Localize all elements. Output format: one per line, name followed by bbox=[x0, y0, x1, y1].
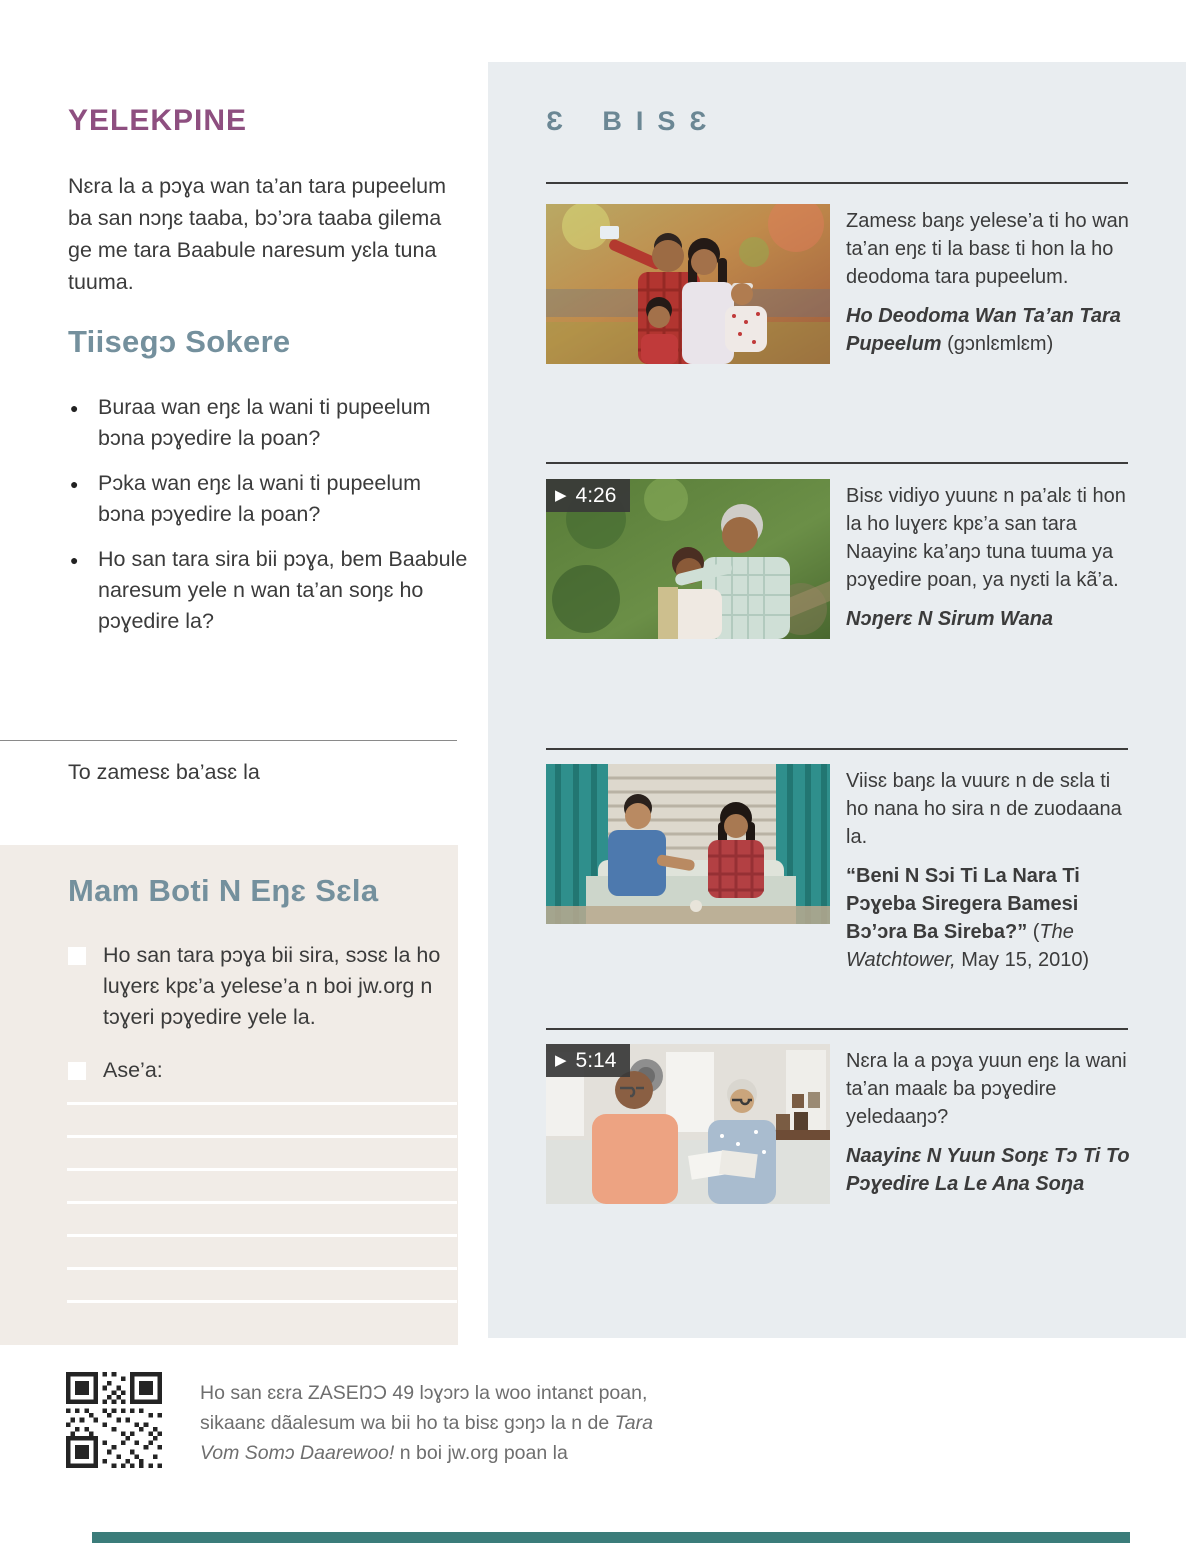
item-description: Zamesɛ baŋɛ yelese’a ti ho wan ta’an eŋɛ ti la basɛ ti hon la ho deodoma tara pupeelum. bbox=[846, 210, 1129, 288]
goal-text: Ase’a: bbox=[103, 1058, 163, 1082]
bise-item bbox=[546, 479, 1146, 639]
bise-title: Ɛ BISƐ bbox=[546, 106, 721, 136]
photo-couple-talking bbox=[546, 764, 830, 924]
footer-accent-bar bbox=[92, 1532, 1130, 1543]
family-selfie-illustration bbox=[546, 204, 830, 364]
page-title: YELEKPINE bbox=[68, 104, 248, 137]
questions-list bbox=[68, 392, 468, 651]
item-description: Bisɛ vidiyo yuunɛ n pa’alɛ ti hon la ho luɣerɛ kpɛ’a san tara Naayinɛ ka’aŋɔ tuna tuuma ya pɔɣedire poan, ya nyɛti la kã’a. bbox=[846, 485, 1126, 591]
reference-title: Naayinɛ N Yuun Soŋɛ Tɔ Ti To Pɔɣedire La Le Ana Soŋa bbox=[846, 1145, 1130, 1195]
divider bbox=[546, 1028, 1128, 1030]
item-description: Viisɛ baŋɛ la vuurɛ n de sɛla ti ho nana ho sira n de zuodaana la. bbox=[846, 770, 1122, 848]
item-caption bbox=[846, 764, 1130, 974]
item-caption bbox=[846, 1044, 1130, 1204]
reference-source: The Watchtower, bbox=[846, 921, 1074, 971]
qr-caption-text: Ho san ɛɛra ZASEŊƆ 49 lɔɣɔrɔ la woo intanɛt poan, sikaanɛ dãalesum wa bii ho ta bisɛ gɔŋɔ la n de bbox=[200, 1382, 648, 1434]
item-caption bbox=[846, 479, 1130, 639]
question-item: ● Pɔka wan eŋɛ la wani ti pupeelum bɔna pɔɣedire la poan? bbox=[68, 468, 468, 530]
video-duration-badge bbox=[546, 479, 630, 512]
video-duration: 4:26 bbox=[575, 484, 617, 507]
footer bbox=[66, 1372, 675, 1468]
reference-open: ( bbox=[1027, 921, 1040, 943]
writing-line bbox=[67, 1234, 457, 1237]
writing-line bbox=[67, 1102, 457, 1105]
reference-title: “Beni N Sɔi Ti La Nara Ti Pɔɣeba Siregera Bamesi Bɔ’ɔra Ba Sireba?” bbox=[846, 865, 1080, 943]
reference-suffix: (gɔnlɛmlɛm) bbox=[941, 333, 1054, 355]
goal-item bbox=[68, 1055, 448, 1086]
writing-line bbox=[67, 1201, 457, 1204]
item-reference bbox=[846, 862, 1130, 974]
writing-line bbox=[67, 1300, 457, 1303]
divider bbox=[546, 462, 1128, 464]
intro-paragraph: Nɛra la a pɔɣa wan ta’an tara pupeelum ba san nɔŋɛ taaba, bɔ’ɔra taaba gilema ge me tara Baabule naresum yɛla tuna tuuma. bbox=[68, 174, 446, 294]
reference-suffix: May 15, 2010) bbox=[955, 949, 1090, 971]
checkbox-icon[interactable] bbox=[68, 1062, 86, 1080]
item-reference bbox=[846, 1142, 1130, 1198]
writing-line bbox=[67, 1135, 457, 1138]
bise-item bbox=[546, 204, 1146, 364]
bise-item bbox=[546, 764, 1146, 974]
item-description: Nɛra la a pɔɣa yuun eŋɛ la wani ta’an maalɛ ba pɔɣedire yeledaaŋɔ? bbox=[846, 1050, 1127, 1128]
video-duration-badge bbox=[546, 1044, 630, 1077]
question-item: ● Ho san tara sira bii pɔɣa, bem Baabule naresum yele n wan ta’an soŋɛ ho pɔɣedire la? bbox=[68, 544, 468, 637]
bise-panel bbox=[488, 62, 1186, 1338]
goal-item bbox=[68, 940, 448, 1033]
qr-code-icon bbox=[66, 1372, 162, 1468]
play-icon: ▶ bbox=[555, 1052, 567, 1070]
couple-talking-illustration bbox=[546, 764, 830, 924]
writing-lines bbox=[67, 1102, 457, 1333]
photo-family-selfie bbox=[546, 204, 830, 364]
play-icon: ▶ bbox=[555, 487, 567, 505]
divider bbox=[546, 748, 1128, 750]
video-duration: 5:14 bbox=[575, 1049, 617, 1072]
divider bbox=[0, 740, 457, 741]
goal-text: Ho san tara pɔɣa bii sira, sɔsɛ la ho luɣerɛ kpɛ’a yelese’a n boi jw.org n tɔɣeri pɔɣedire yele la. bbox=[103, 943, 441, 1029]
writing-line bbox=[67, 1267, 457, 1270]
publication-title: Tara Vom Somɔ Daarewoo! bbox=[200, 1412, 653, 1464]
goals-box bbox=[0, 845, 458, 1345]
reference-title: Ho Deodoma Wan Ta’an Tara Pupeelum bbox=[846, 305, 1121, 355]
goals-title: Mam Boti N Eŋɛ Sɛla bbox=[68, 873, 379, 908]
qr-caption-text: n boi jw.org poan la bbox=[394, 1442, 568, 1464]
reference-title: Nɔŋerɛ N Sirum Wana bbox=[846, 608, 1054, 630]
item-reference bbox=[846, 605, 1130, 633]
checkbox-icon[interactable] bbox=[68, 947, 86, 965]
video-thumbnail[interactable] bbox=[546, 1044, 830, 1204]
writing-line bbox=[67, 1168, 457, 1171]
qr-caption bbox=[200, 1378, 675, 1468]
divider bbox=[546, 182, 1128, 184]
video-thumbnail[interactable] bbox=[546, 479, 830, 639]
item-caption bbox=[846, 204, 1130, 364]
question-item: ● Buraa wan eŋɛ la wani ti pupeelum bɔna pɔɣedire la poan? bbox=[68, 392, 468, 454]
study-note: To zamesɛ ba’asɛ la bbox=[68, 760, 260, 784]
item-reference bbox=[846, 302, 1130, 358]
bise-item bbox=[546, 1044, 1146, 1204]
questions-title: Tiisegɔ Sokere bbox=[68, 324, 291, 359]
